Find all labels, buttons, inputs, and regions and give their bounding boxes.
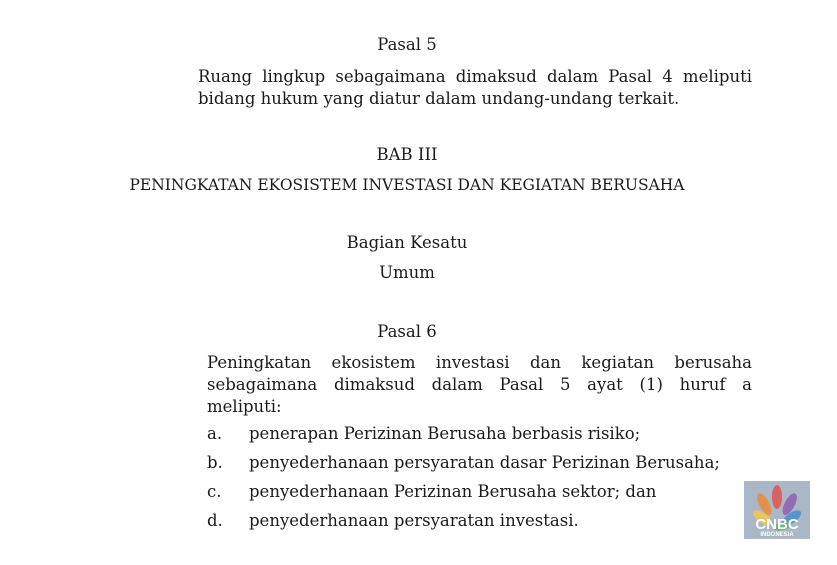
cnbc-peacock-icon (744, 481, 810, 539)
section-title: Umum (379, 263, 435, 282)
list-marker: b. (207, 453, 223, 472)
list-marker: d. (207, 511, 223, 530)
list-text: penyederhanaan Perizinan Berusaha sektor; dan (249, 482, 657, 501)
pasal-5-line-2: bidang hukum yang diatur dalam undang-undang terkait. (198, 89, 680, 108)
pasal-6-line-1: Peningkatan ekosistem investasi dan kegiatan berusaha (207, 353, 752, 372)
list-marker: a. (207, 424, 223, 443)
list-text: penyederhanaan persyaratan dasar Perizinan Berusaha; (249, 453, 720, 472)
brand-text: CNBC (755, 516, 799, 533)
pasal-6-heading: Pasal 6 (377, 322, 437, 341)
pasal-6-body (207, 352, 752, 418)
pasal-5-body (198, 66, 752, 110)
brand-subtext: INDONESIA (760, 532, 794, 538)
cnbc-indonesia-logo (744, 481, 810, 539)
pasal-5-line-1: Ruang lingkup sebagaimana dimaksud dalam Pasal 4 meliputi (198, 67, 752, 86)
list-text: penyederhanaan persyaratan investasi. (249, 511, 579, 530)
pasal-5-heading: Pasal 5 (377, 35, 437, 54)
pasal-6-line-3: meliputi: (207, 397, 282, 416)
section-label: Bagian Kesatu (346, 233, 468, 252)
chapter-title: PENINGKATAN EKOSISTEM INVESTASI DAN KEGIATAN BERUSAHA (129, 176, 685, 194)
list-text: penerapan Perizinan Berusaha berbasis risiko; (249, 424, 641, 443)
pasal-6-line-2: sebagaimana dimaksud dalam Pasal 5 ayat (1) huruf a (207, 375, 752, 394)
chapter-number: BAB III (376, 145, 438, 164)
list-marker: c. (207, 482, 222, 501)
